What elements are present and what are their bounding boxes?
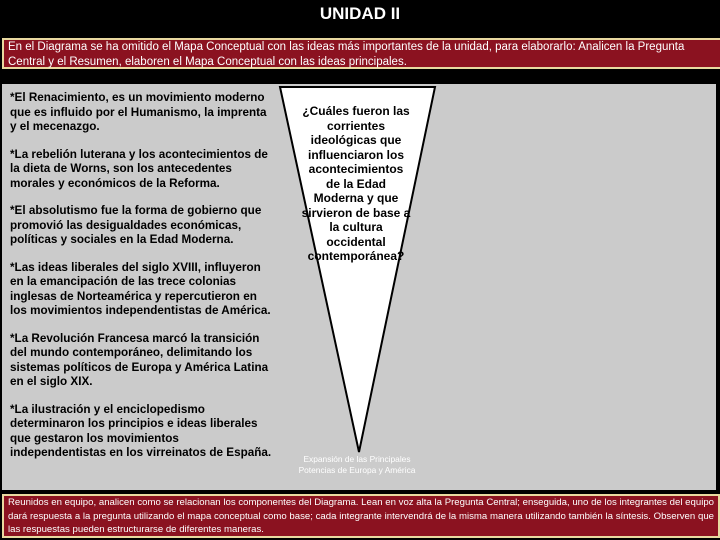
footer-instructions: Reunidos en equipo, analicen como se relacionan los componentes del Diagrama. Lean en voz alta la Pregunta Central; enseguida, uno de los integrantes del equipo dará respuesta a la pregunta utilizando el mapa conceptual como base; cada integrante intervendrá de la misma manera utilizando también la síntesis. Observen que las respuestas pueden estructurarse de diferentes maneras.: [2, 494, 720, 538]
idea-item: *La ilustración y el enciclopedismo determinaron los principios e ideas liberales que gestaron los movimientos independentistas en los virreinatos de España.: [10, 402, 272, 459]
instructions-banner: En el Diagrama se ha omitido el Mapa Conceptual con las ideas más importantes de la unidad, para elaborarlo: Analicen la Pregunta Central y el Resumen, elaboren el Mapa Conceptual con las ideas principales.: [2, 38, 720, 69]
diagram-panel: [2, 84, 716, 490]
v-base-label: Expansión de las Principales Potencias de Europa y América: [298, 454, 416, 475]
idea-item: *La rebelión luterana y los acontecimientos de la dieta de Worns, son los antecedentes morales y económicos de la Reforma.: [10, 147, 268, 190]
ideas-list: [10, 91, 272, 474]
idea-item: *Las ideas liberales del siglo XVIII, influyeron en la emancipación de las trece colonias inglesas de Norteamérica y repercutieron en los movimientos independentistas de América.: [10, 260, 271, 317]
idea-item: *La Revolución Francesa marcó la transición del mundo contemporáneo, delimitando los sistemas políticos de Europa y América Latina en el siglo XIX.: [10, 331, 269, 388]
central-question: ¿Cuáles fueron las corrientes ideológicas que influenciaron los acontecimientos de la Edad Moderna y que sirvieron de base a la cultura occidental contemporánea?: [301, 104, 411, 263]
page-title: UNIDAD II: [319, 4, 401, 23]
idea-item: *El absolutismo fue la forma de gobierno que promovió las desigualdades económicas, políticas y sociales en la Edad Moderna.: [10, 204, 262, 246]
idea-item: *El Renacimiento, es un movimiento moderno que es influido por el Humanismo, la imprenta y el mecenazgo.: [10, 91, 267, 133]
